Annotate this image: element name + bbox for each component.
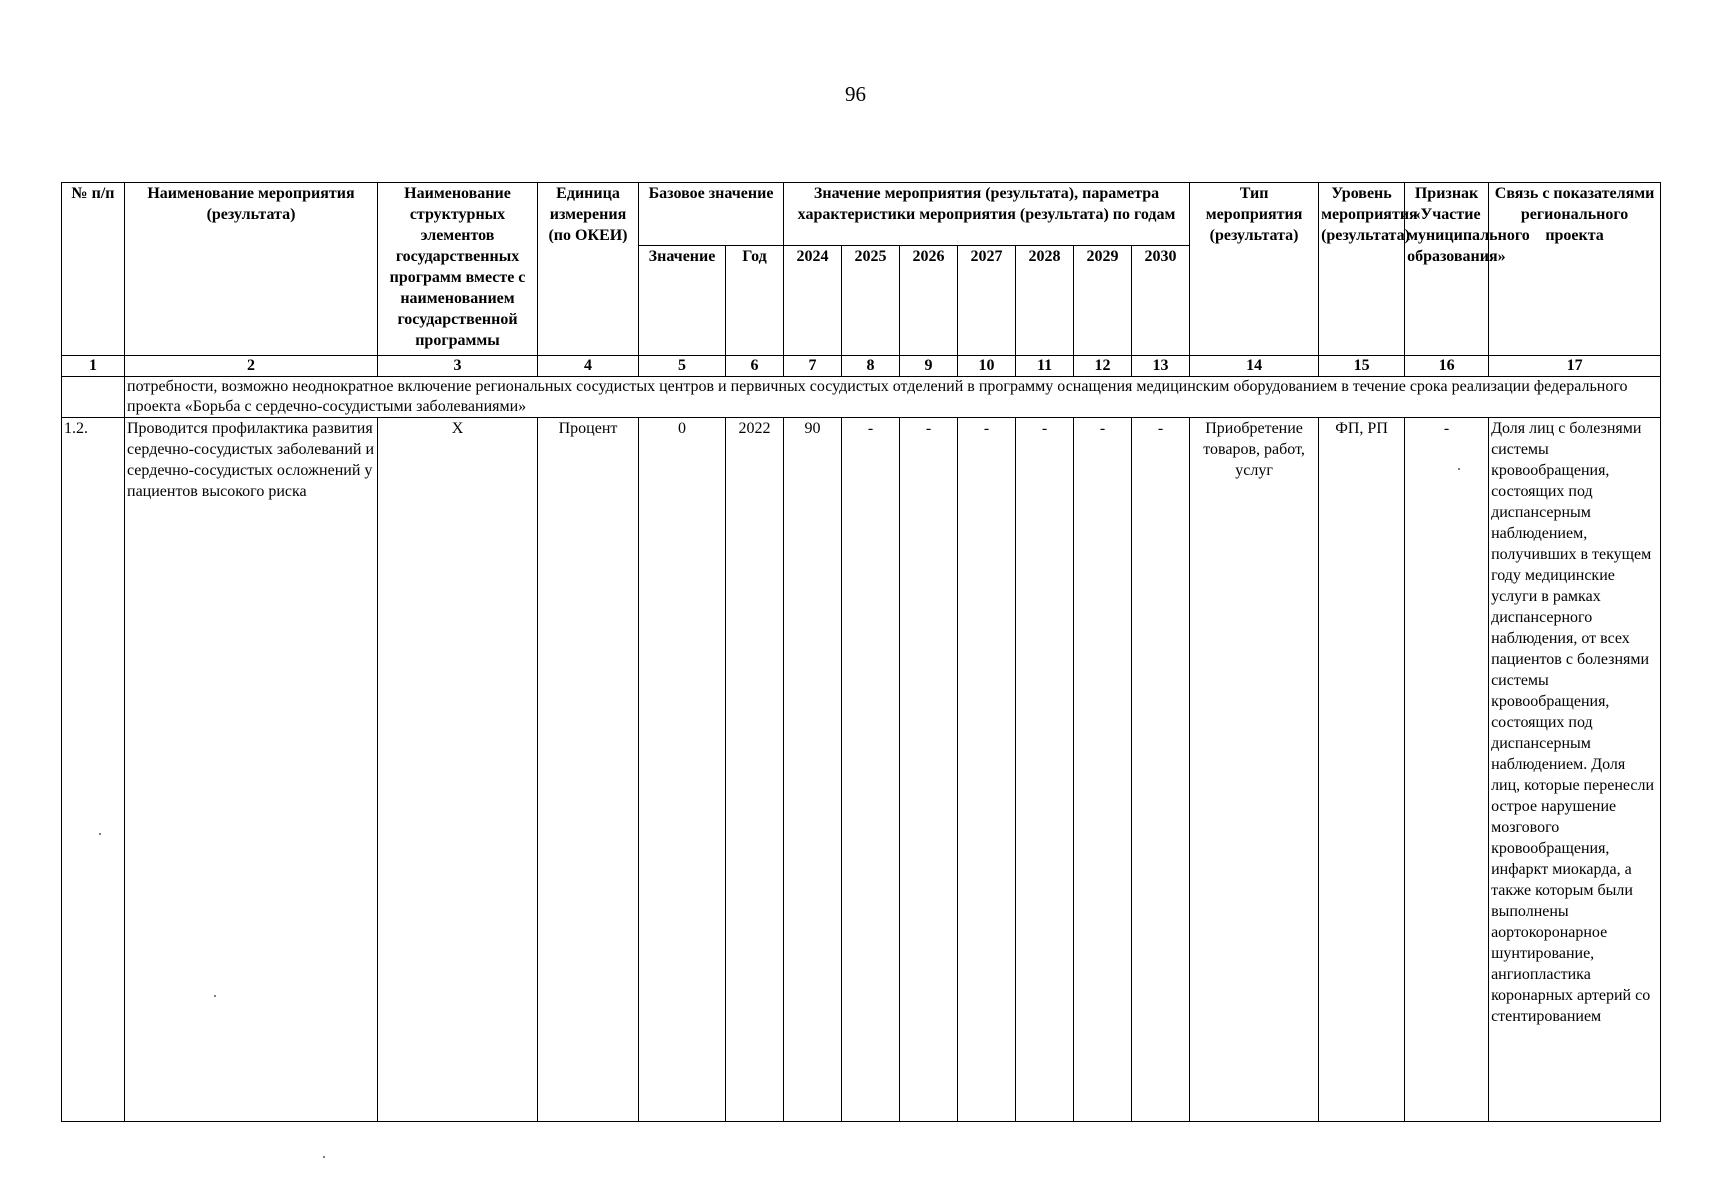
row-type: Приобретение товаров, работ, услуг — [1190, 418, 1319, 1122]
header-type: Тип мероприятия (результата) — [1190, 183, 1319, 356]
header-year: 2030 — [1132, 246, 1190, 356]
header-year: 2029 — [1074, 246, 1132, 356]
header-base-year: Год — [726, 246, 784, 356]
row-num: 1.2. — [62, 418, 125, 1122]
continuation-row — [62, 377, 1661, 418]
column-number: 2 — [125, 356, 378, 377]
scan-speck — [323, 1156, 325, 1158]
column-number: 4 — [538, 356, 639, 377]
header-municipal: Признак «Участие муниципального образования» — [1405, 183, 1489, 356]
measures-table — [61, 182, 1661, 1122]
header-base: Базовое значение — [639, 183, 784, 246]
row-year-value: - — [1074, 418, 1132, 1122]
header-num: № п/п — [62, 183, 125, 356]
column-number: 6 — [726, 356, 784, 377]
column-number: 12 — [1074, 356, 1132, 377]
column-number: 3 — [378, 356, 538, 377]
column-number: 9 — [900, 356, 958, 377]
row-year-value: - — [958, 418, 1016, 1122]
header-row-1 — [62, 183, 1661, 246]
column-number: 16 — [1405, 356, 1489, 377]
header-year: 2028 — [1016, 246, 1074, 356]
column-number: 13 — [1132, 356, 1190, 377]
row-name: Проводится профилактика развития сердечно-сосудистых заболеваний и сердечно-сосудистых осложнений у пациентов высокого риска — [125, 418, 378, 1122]
header-elements: Наименование структурных элементов государственных программ вместе с наименованием государственной программы — [378, 183, 538, 356]
row-municipal: - — [1405, 418, 1489, 1122]
table-row — [62, 418, 1661, 1122]
row-year-value: - — [900, 418, 958, 1122]
scan-speck — [99, 833, 101, 835]
row-base-year: 2022 — [726, 418, 784, 1122]
column-number: 10 — [958, 356, 1016, 377]
row-year-value: - — [1016, 418, 1074, 1122]
header-year: 2024 — [784, 246, 842, 356]
header-level: Уровень мероприятия (результата) — [1319, 183, 1405, 356]
column-number: 1 — [62, 356, 125, 377]
continuation-num-cell — [62, 377, 125, 418]
column-number: 5 — [639, 356, 726, 377]
row-level: ФП, РП — [1319, 418, 1405, 1122]
row-unit: Процент — [538, 418, 639, 1122]
header-values-by-year: Значение мероприятия (результата), параметра характеристики мероприятия (результата) по годам — [784, 183, 1190, 246]
row-link: Доля лиц с болезнями системы кровообращения, состоящих под диспансерным наблюдением, получивших в текущем году медицинские услуги в рамках диспансерного наблюдения, от всех пациентов с болезнями системы кровообращения, состоящих под диспансерным наблюдением. Доля лиц, которые перенесли острое нарушение мозгового кровообращения, инфаркт миокарда, а также которым были выполнены аортокоронарное шунтирование, ангиопластика коронарных артерий со стентированием — [1489, 418, 1661, 1122]
column-number-row — [62, 356, 1661, 377]
header-year: 2027 — [958, 246, 1016, 356]
header-link: Связь с показателями регионального проекта — [1489, 183, 1661, 356]
header-name: Наименование мероприятия (результата) — [125, 183, 378, 356]
column-number: 7 — [784, 356, 842, 377]
scan-speck — [1458, 468, 1460, 470]
row-base-value: 0 — [639, 418, 726, 1122]
column-number: 8 — [842, 356, 900, 377]
row-elements: Х — [378, 418, 538, 1122]
row-year-value: - — [842, 418, 900, 1122]
column-number: 14 — [1190, 356, 1319, 377]
column-number: 17 — [1489, 356, 1661, 377]
header-year: 2025 — [842, 246, 900, 356]
header-unit: Единица измерения (по ОКЕИ) — [538, 183, 639, 356]
page-number: 96 — [845, 82, 866, 106]
continuation-text: потребности, возможно неоднократное включение региональных сосудистых центров и первичных сосудистых отделений в программу оснащения медицинским оборудованием в течение срока реализации федерального проекта «Борьба с сердечно-сосудистыми заболеваниями» — [125, 377, 1661, 418]
header-base-value: Значение — [639, 246, 726, 356]
header-year: 2026 — [900, 246, 958, 356]
column-number: 11 — [1016, 356, 1074, 377]
column-number: 15 — [1319, 356, 1405, 377]
row-year-value: 90 — [784, 418, 842, 1122]
scan-speck — [214, 995, 216, 997]
row-year-value: - — [1132, 418, 1190, 1122]
